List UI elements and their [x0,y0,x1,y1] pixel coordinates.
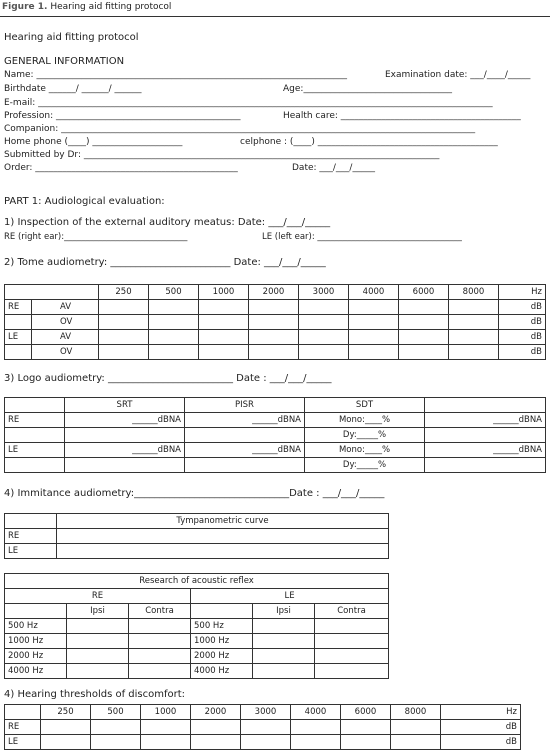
tone-corner-cell [5,285,99,300]
tympanometric-header: Tympanometric curve [57,514,389,529]
empty-cell [65,458,185,473]
freq-header: 3000 [299,285,349,300]
ear-label [5,315,32,330]
extra-value[interactable]: ______dBNA [425,413,546,428]
celphone-field[interactable]: celphone : (____) ________________________________________ [240,137,498,147]
logo-row [5,458,546,473]
discomfort-cell[interactable] [41,735,91,750]
reflex-cell[interactable] [129,664,191,679]
ear-label: RE [5,300,32,315]
threshold-cell[interactable] [449,300,499,315]
srt-value[interactable]: ______dBNA [65,413,185,428]
unit-cell: dB [499,300,546,315]
threshold-cell[interactable] [99,300,149,315]
sdt-mono-value[interactable]: Mono:____% [305,443,425,458]
tone-row [5,330,546,345]
profession-field[interactable]: Profession: _________________________________________ [4,111,241,121]
ipsi-header: Ipsi [67,604,129,619]
ear-label [5,345,32,360]
logo-audiometry-table [4,397,546,473]
reflex-cell[interactable] [315,634,389,649]
logo-header-row [5,398,546,413]
freq-header: 6000 [399,285,449,300]
reflex-cell[interactable] [129,619,191,634]
empty-cell [185,458,305,473]
discomfort-cell[interactable] [341,735,391,750]
immitance-line[interactable]: 4) Immitance audiometry:_______________________________Date : ___/___/_____ [4,488,385,499]
tone-row [5,300,546,315]
unit-cell: dB [441,735,521,750]
discomfort-cell[interactable] [141,735,191,750]
health-care-field[interactable]: Health care: ________________________________________ [283,111,521,121]
tone-audiometry-table [4,284,546,360]
doc-title: Hearing aid fitting protocol [4,32,139,43]
order-date-field[interactable]: Date: ___/___/_____ [292,163,375,173]
empty-cell [191,604,253,619]
unit-header: Hz [441,705,521,720]
tone-row [5,345,546,360]
extra-value[interactable]: ______dBNA [425,443,546,458]
birthdate-field[interactable]: Birthdate ______/ ______/ ______ [4,84,142,94]
freq-header: 4000 [349,285,399,300]
sdt-dy-value[interactable]: Dy:_____% [305,428,425,443]
ear-label: LE [5,443,65,458]
srt-header: SRT [65,398,185,413]
discomfort-cell[interactable] [241,735,291,750]
contra-header: Contra [315,604,389,619]
sdt-header: SDT [305,398,425,413]
threshold-cell[interactable] [449,330,499,345]
freq-header: 2000 [191,705,241,720]
freq-header: 500 [149,285,199,300]
reflex-cell[interactable] [253,634,315,649]
empty-cell [5,705,41,720]
freq-header: 1000 [199,285,249,300]
empty-cell [5,514,57,529]
figure-caption [2,2,171,12]
freq-label: 1000 Hz [5,634,67,649]
freq-header: 250 [99,285,149,300]
freq-header: 2000 [249,285,299,300]
logo-corner-cell [5,398,65,413]
threshold-cell[interactable] [99,330,149,345]
reflex-cell[interactable] [129,634,191,649]
discomfort-cell[interactable] [41,720,91,735]
tympanometric-cell[interactable] [57,544,389,559]
order-field[interactable]: Order: _____________________________________________ [4,163,238,173]
discomfort-cell[interactable] [91,735,141,750]
freq-header: 1000 [141,705,191,720]
srt-value[interactable]: ______dBNA [65,443,185,458]
freq-label: 1000 Hz [191,634,253,649]
re-inspection-field[interactable]: RE (right ear):_____________________________ [4,232,188,242]
freq-header: 6000 [341,705,391,720]
discomfort-cell[interactable] [391,735,441,750]
freq-header: 8000 [391,705,441,720]
reflex-cell[interactable] [67,664,129,679]
pisr-header: PISR [185,398,305,413]
threshold-cell[interactable] [199,300,249,315]
threshold-cell[interactable] [149,315,199,330]
logo-row [5,428,546,443]
ear-label: LE [5,330,32,345]
acoustic-reflex-table [4,573,389,679]
discomfort-cell[interactable] [91,720,141,735]
freq-header: 4000 [291,705,341,720]
tympanometric-table [4,513,389,559]
email-field[interactable]: E-mail: _____________________________________________________________________________________________________ [4,98,493,108]
threshold-cell[interactable] [449,315,499,330]
threshold-cell[interactable] [299,315,349,330]
unit-cell: dB [499,315,546,330]
discomfort-cell[interactable] [291,735,341,750]
empty-cell [425,458,546,473]
threshold-cell[interactable] [299,345,349,360]
discomfort-title: 4) Hearing thresholds of discomfort: [4,689,186,700]
threshold-cell[interactable] [349,315,399,330]
threshold-cell[interactable] [399,330,449,345]
threshold-cell[interactable] [449,345,499,360]
figure-title: Hearing aid fitting protocol [50,2,172,12]
caption-rule [0,16,550,17]
threshold-cell[interactable] [199,315,249,330]
inspection-line[interactable]: 1) Inspection of the external auditory meatus: Date: ___/___/_____ [4,217,331,228]
reflex-cell[interactable] [315,664,389,679]
reflex-cell[interactable] [253,619,315,634]
home-phone-field[interactable]: Home phone (____) ____________________ [4,137,183,147]
discomfort-cell[interactable] [291,720,341,735]
threshold-cell[interactable] [149,330,199,345]
sdt-dy-value[interactable]: Dy:_____% [305,458,425,473]
discomfort-cell[interactable] [191,735,241,750]
reflex-cell[interactable] [253,664,315,679]
empty-cell [425,428,546,443]
companion-field[interactable]: Companion: ____________________________________________________________________________________________ [4,124,476,134]
threshold-cell[interactable] [299,300,349,315]
unit-cell: dB [499,345,546,360]
discomfort-cell[interactable] [141,720,191,735]
freq-label: 2000 Hz [5,649,67,664]
reflex-cell[interactable] [67,634,129,649]
reflex-cell[interactable] [129,649,191,664]
pisr-value[interactable]: ______dBNA [185,443,305,458]
submitted-by-field[interactable]: Submitted by Dr: _______________________________________________________________________________ [4,150,440,160]
ear-label: LE [5,544,57,559]
threshold-cell[interactable] [399,345,449,360]
re-group-header: RE [5,589,191,604]
threshold-cell[interactable] [299,330,349,345]
logo-row [5,413,546,428]
freq-label: 4000 Hz [191,664,253,679]
empty-cell [5,428,65,443]
threshold-cell[interactable] [249,300,299,315]
ear-label: RE [5,529,57,544]
ipsi-header: Ipsi [253,604,315,619]
threshold-cell[interactable] [249,330,299,345]
threshold-cell[interactable] [399,300,449,315]
empty-cell [5,604,67,619]
freq-label: 4000 Hz [5,664,67,679]
freq-header: 8000 [449,285,499,300]
pisr-value[interactable]: ______dBNA [185,413,305,428]
discomfort-cell[interactable] [391,720,441,735]
sdt-mono-value[interactable]: Mono:____% [305,413,425,428]
freq-header: 250 [41,705,91,720]
threshold-cell[interactable] [199,345,249,360]
conduction-label: OV [32,345,99,360]
threshold-cell[interactable] [349,345,399,360]
threshold-cell[interactable] [349,300,399,315]
reflex-cell[interactable] [315,649,389,664]
reflex-cell[interactable] [315,619,389,634]
threshold-cell[interactable] [349,330,399,345]
threshold-cell[interactable] [199,330,249,345]
ear-label: LE [5,735,41,750]
freq-label: 500 Hz [5,619,67,634]
conduction-label: AV [32,330,99,345]
discomfort-cell[interactable] [241,720,291,735]
freq-label: 500 Hz [191,619,253,634]
reflex-cell[interactable] [253,649,315,664]
figure-label: Figure 1. [2,2,48,12]
ear-label: RE [5,413,65,428]
contra-header: Contra [129,604,191,619]
empty-cell [5,458,65,473]
unit-cell: dB [499,330,546,345]
le-group-header: LE [191,589,389,604]
unit-header: Hz [499,285,546,300]
tone-row [5,315,546,330]
threshold-cell[interactable] [249,345,299,360]
reflex-cell[interactable] [67,619,129,634]
conduction-label: OV [32,315,99,330]
threshold-cell[interactable] [399,315,449,330]
general-heading: GENERAL INFORMATION [4,56,125,67]
freq-header: 3000 [241,705,291,720]
tone-audiometry-line[interactable]: 2) Tome audiometry: ________________________ Date: ___/___/_____ [4,257,326,268]
freq-header: 500 [91,705,141,720]
reflex-title: Research of acoustic reflex [5,574,389,589]
conduction-label: AV [32,300,99,315]
threshold-cell[interactable] [149,300,199,315]
unit-cell: dB [441,720,521,735]
empty-cell [185,428,305,443]
discomfort-cell[interactable] [341,720,391,735]
threshold-cell[interactable] [149,345,199,360]
part1-heading: PART 1: Audiological evaluation: [4,196,165,207]
logo-audiometry-line[interactable]: 3) Logo audiometry: _________________________ Date : ___/___/_____ [4,373,332,384]
reflex-cell[interactable] [67,649,129,664]
empty-cell [65,428,185,443]
threshold-cell[interactable] [99,345,149,360]
tone-header-row [5,285,546,300]
discomfort-table [4,704,521,750]
threshold-cell[interactable] [249,315,299,330]
logo-empty-header [425,398,546,413]
ear-label: RE [5,720,41,735]
tympanometric-cell[interactable] [57,529,389,544]
exam-date-field[interactable]: Examination date: ___/____/_____ [385,70,531,80]
le-inspection-field[interactable]: LE (left ear): __________________________________ [262,232,462,242]
logo-row [5,443,546,458]
freq-label: 2000 Hz [191,649,253,664]
name-field[interactable]: Name: _____________________________________________________________________ [4,70,347,80]
discomfort-cell[interactable] [191,720,241,735]
age-field[interactable]: Age:_________________________________ [283,84,452,94]
threshold-cell[interactable] [99,315,149,330]
